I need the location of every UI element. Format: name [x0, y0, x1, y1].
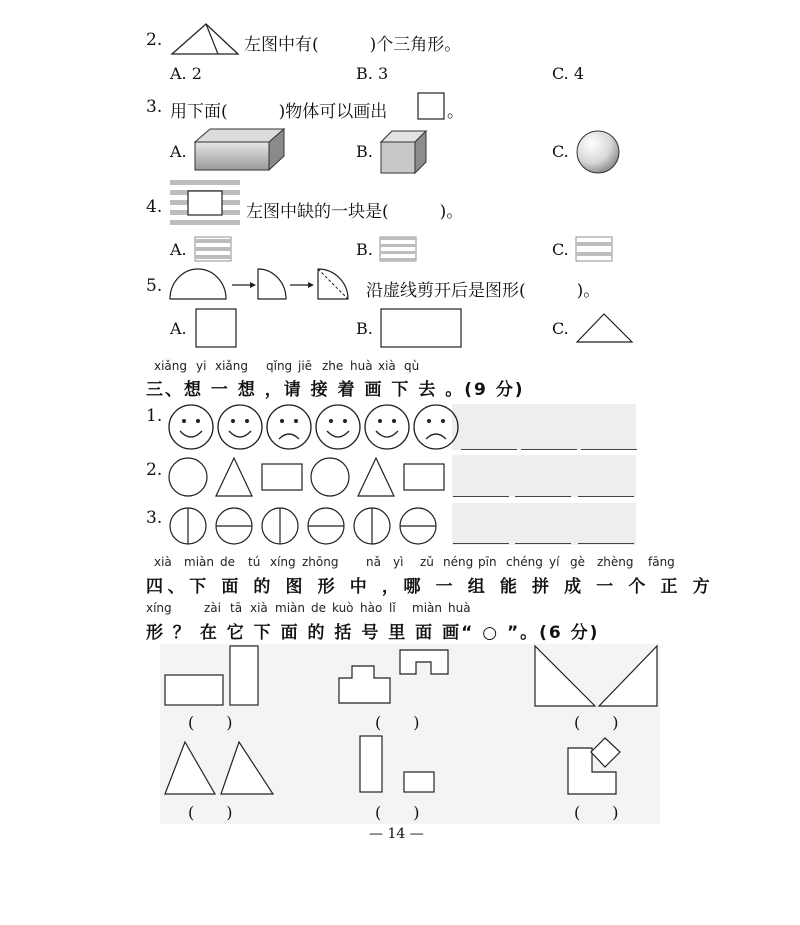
q4-option-c[interactable]: C.	[552, 240, 569, 259]
option-letter: A.	[170, 64, 187, 83]
face-sequence	[166, 403, 462, 453]
q4-question-text: 左图中缺的一块是( )。	[246, 202, 464, 222]
row2-blank-2[interactable]	[515, 496, 571, 497]
pair-4-triangles	[163, 740, 275, 796]
cuboid-icon	[194, 128, 286, 172]
pinyin: qǐng	[266, 359, 293, 373]
option-value: 4	[573, 64, 585, 83]
smiley-face-icon	[316, 405, 360, 449]
pinyin: pīn	[478, 555, 497, 569]
pinyin: jiē	[298, 359, 313, 373]
pinyin: de	[311, 601, 326, 615]
q4-option-b-stripes	[380, 237, 416, 261]
pinyin: kuò	[332, 601, 354, 615]
q4-option-a[interactable]: A.	[170, 240, 187, 259]
pair-5-answer[interactable]: ( )	[375, 803, 420, 822]
rectangle-shape	[404, 464, 444, 490]
row3-blank-1[interactable]	[453, 543, 509, 544]
pinyin: huà	[350, 359, 373, 373]
pinyin: zài	[204, 601, 221, 615]
section4-title-line1: 四、下 面 的 图 形 中 ，哪 一 组 能 拼 成 一 个 正 方	[146, 577, 715, 597]
q2-option-c[interactable]	[552, 64, 584, 83]
pinyin: zhèng	[597, 555, 634, 569]
q2-option-a[interactable]	[170, 64, 202, 83]
smiley-face-icon	[365, 405, 409, 449]
pair-2-notched-shapes	[338, 648, 452, 706]
divided-circle-sequence	[166, 505, 446, 547]
pinyin: hào	[360, 601, 383, 615]
q4-option-c-stripes	[576, 237, 612, 261]
row3-blank-3[interactable]	[578, 543, 634, 544]
option-value: 3	[377, 64, 389, 83]
row2-blank-1[interactable]	[453, 496, 509, 497]
smiley-face-icon	[169, 405, 213, 449]
pinyin: zhōng	[302, 555, 339, 569]
q2-number: 2.	[146, 30, 163, 50]
row1-answer-area	[452, 404, 636, 450]
pinyin: nǎ	[366, 555, 381, 569]
row1-number: 1.	[146, 406, 163, 426]
row3-number: 3.	[146, 508, 163, 528]
q3-question-end: 。	[447, 102, 464, 122]
option-letter: C.	[552, 64, 569, 83]
q5-option-b-rectangle	[380, 308, 462, 348]
section4-title-line2: 形 ？ 在 它 下 面 的 括 号 里 面 画“ ○ ”。(6 分)	[146, 623, 600, 643]
pinyin: xià	[154, 555, 172, 569]
pinyin: miàn	[412, 601, 442, 615]
sad-face-icon	[267, 405, 311, 449]
pinyin: néng	[443, 555, 474, 569]
pinyin: fāng	[648, 555, 675, 569]
pinyin: chéng	[506, 555, 543, 569]
circle-shape	[311, 458, 349, 496]
pinyin: gè	[570, 555, 585, 569]
q5-option-a[interactable]: A.	[170, 319, 187, 338]
pair-6-lshape-square	[564, 736, 626, 796]
cube-icon	[380, 130, 428, 174]
row3-answer-area	[452, 503, 636, 545]
row2-answer-area	[452, 455, 636, 497]
pair-5-rectangles	[358, 734, 438, 794]
shape-sequence	[166, 456, 450, 498]
pair-6-answer[interactable]: ( )	[574, 803, 619, 822]
q5-option-c[interactable]: C.	[552, 319, 569, 338]
pinyin: huà	[448, 601, 471, 615]
row3-blank-2[interactable]	[515, 543, 571, 544]
q4-striped-figure	[170, 180, 240, 226]
circle-shape	[169, 458, 207, 496]
triangle-shape	[216, 458, 252, 496]
sad-face-icon	[414, 405, 458, 449]
pinyin: miàn	[275, 601, 305, 615]
pair-4-answer[interactable]: ( )	[188, 803, 233, 822]
q4-option-b[interactable]: B.	[356, 240, 373, 259]
triangle-shape	[358, 458, 394, 496]
q5-option-a-square	[195, 308, 237, 348]
pinyin: miàn	[184, 555, 214, 569]
q3-option-b[interactable]: B.	[356, 142, 373, 161]
pinyin: zhe	[322, 359, 344, 373]
pinyin: xià	[378, 359, 396, 373]
pair-3-answer[interactable]: ( )	[574, 713, 619, 732]
pair-1-rectangles	[164, 645, 262, 707]
q2-triangle-figure	[170, 22, 240, 56]
pinyin: xiǎng	[215, 359, 249, 373]
pinyin: xiǎng	[154, 359, 188, 373]
row1-blank-2[interactable]	[521, 449, 577, 450]
section3-title: 三、想 一 想 ，请 接 着 画 下 去 。(9 分)	[146, 380, 525, 400]
row2-number: 2.	[146, 460, 163, 480]
pair-1-answer[interactable]: ( )	[188, 713, 233, 732]
q2-option-b[interactable]	[356, 64, 388, 83]
q5-folding-sequence	[168, 266, 358, 302]
pinyin: qù	[404, 359, 420, 373]
q5-question-text: 沿虚线剪开后是图形( )。	[366, 281, 601, 301]
pinyin: xíng	[270, 555, 296, 569]
pinyin: zǔ	[420, 555, 434, 569]
pinyin: yí	[549, 555, 560, 569]
rectangle-shape	[262, 464, 302, 490]
smiley-face-icon	[218, 405, 262, 449]
pinyin: yì	[393, 555, 404, 569]
pinyin: xíng	[146, 601, 172, 615]
pinyin: de	[220, 555, 235, 569]
sphere-icon	[575, 129, 621, 175]
pinyin: tā	[230, 601, 243, 615]
row1-blank-1[interactable]	[461, 449, 517, 450]
row1-blank-3[interactable]	[581, 449, 637, 450]
pinyin: tú	[248, 555, 261, 569]
q5-option-c-triangle	[576, 312, 634, 344]
pinyin: yi	[196, 359, 207, 373]
option-letter: B.	[356, 64, 373, 83]
q3-square-icon	[417, 92, 445, 120]
q3-number: 3.	[146, 97, 163, 117]
pinyin: lǐ	[389, 601, 396, 615]
q3-option-c[interactable]: C.	[552, 142, 569, 161]
q3-question-text: 用下面( )物体可以画出	[170, 102, 388, 122]
pair-3-right-triangles	[533, 644, 661, 708]
row2-blank-3[interactable]	[578, 496, 634, 497]
q2-question-text: 左图中有( )个三角形。	[244, 35, 462, 55]
page-number: — 14 —	[369, 826, 424, 842]
pair-2-answer[interactable]: ( )	[375, 713, 420, 732]
q5-option-b[interactable]: B.	[356, 319, 373, 338]
q4-option-a-stripes	[195, 237, 231, 261]
q5-number: 5.	[146, 276, 163, 296]
option-value: 2	[191, 64, 202, 83]
q3-option-a[interactable]: A.	[170, 142, 187, 161]
pinyin: xià	[250, 601, 268, 615]
q4-number: 4.	[146, 197, 163, 217]
